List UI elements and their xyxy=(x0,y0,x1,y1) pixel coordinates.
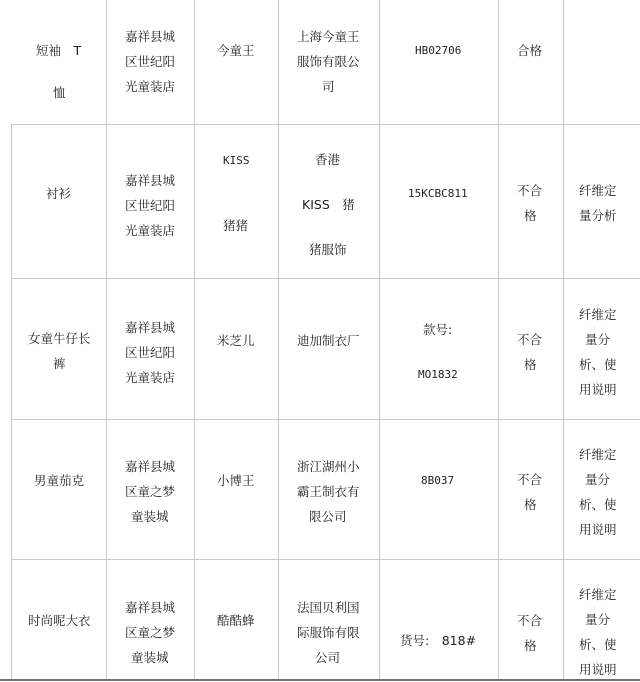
cell-maker-text: 际服饰有限 xyxy=(297,625,360,640)
grid-line xyxy=(11,278,640,279)
cell-item-text: 用说明 xyxy=(579,662,617,677)
cell-maker-text: 法国贝利国 xyxy=(297,600,360,615)
cell-product-text: 时尚呢大衣 xyxy=(28,613,91,628)
grid-line xyxy=(11,124,640,125)
cell-item-text: 析、使 xyxy=(579,357,617,372)
cell-item-text: 量分析 xyxy=(579,208,617,223)
cell-brand-text: 酷酷蜂 xyxy=(217,613,255,628)
cell-item-text: 用说明 xyxy=(579,382,617,397)
cell-model-text: MO1832 xyxy=(418,368,458,381)
cell-store-text: 童装城 xyxy=(131,650,169,665)
cell-product-text: 恤 xyxy=(53,85,66,100)
cell-item-text: 纤维定 xyxy=(579,307,617,322)
cell-item-text: 纤维定 xyxy=(579,183,617,198)
cell-product-text: 衬衫 xyxy=(46,186,72,201)
cell-item-text: 用说明 xyxy=(579,522,617,537)
grid-line xyxy=(379,0,380,681)
cell-model-text: 8B037 xyxy=(421,474,455,487)
cell-product-text: 裤 xyxy=(53,356,66,371)
cell-item-text: 量分 xyxy=(585,612,611,627)
cell-model-text: HB02706 xyxy=(415,44,462,57)
cell-maker-text: 浙江湖州小 xyxy=(297,459,360,474)
cell-model-text: 15KCBC811 xyxy=(408,187,468,200)
cell-maker-text: 迪加制衣厂 xyxy=(297,333,360,348)
cell-result-text: 格 xyxy=(524,357,537,372)
cell-store-text: 光童装店 xyxy=(125,370,176,385)
cell-brand-text: 今童王 xyxy=(217,43,255,58)
cell-model-text: 款号: xyxy=(423,322,453,337)
cell-store-text: 区世纪阳 xyxy=(125,54,176,69)
cell-maker-text: 猪服饰 xyxy=(309,242,347,257)
cell-brand-text: KISS xyxy=(223,154,250,167)
cell-item-text: 纤维定 xyxy=(579,447,617,462)
cell-item-text: 量分 xyxy=(585,472,611,487)
grid-line xyxy=(278,0,279,681)
grid-line xyxy=(106,0,107,681)
cell-store-text: 嘉祥县城 xyxy=(125,29,176,44)
cell-store-text: 区世纪阳 xyxy=(125,345,176,360)
cell-store-text: 区世纪阳 xyxy=(125,198,176,213)
cell-maker-text: 限公司 xyxy=(309,509,347,524)
cell-item-text: 纤维定 xyxy=(579,587,617,602)
cell-result-text: 格 xyxy=(524,208,537,223)
cell-product-text: 女童牛仔长 xyxy=(28,331,91,346)
grid-line xyxy=(563,0,564,681)
cell-store-text: 嘉祥县城 xyxy=(125,173,176,188)
cell-store-text: 区童之梦 xyxy=(125,484,176,499)
grid-line xyxy=(11,559,640,560)
grid-line xyxy=(498,0,499,681)
cell-store-text: 嘉祥县城 xyxy=(125,320,176,335)
cell-model-text: 货号: 818# xyxy=(400,633,477,648)
cell-brand-text: 猪猪 xyxy=(223,218,249,233)
cell-result-text: 不合 xyxy=(517,472,543,487)
cell-maker-text: 上海今童王 xyxy=(297,29,360,44)
cell-result-text: 格 xyxy=(524,638,537,653)
cell-maker-text: KISS 猪 xyxy=(302,197,355,212)
grid-line xyxy=(11,419,640,420)
cell-result-text: 合格 xyxy=(517,43,543,58)
cell-result-text: 不合 xyxy=(517,613,543,628)
cell-store-text: 嘉祥县城 xyxy=(125,600,176,615)
cell-result-text: 不合 xyxy=(517,183,543,198)
cell-store-text: 区童之梦 xyxy=(125,625,176,640)
grid-line xyxy=(11,124,12,681)
cell-maker-text: 司 xyxy=(322,79,335,94)
cell-item-text: 量分 xyxy=(585,332,611,347)
cell-store-text: 光童装店 xyxy=(125,223,176,238)
cell-result-text: 格 xyxy=(524,497,537,512)
cell-brand-text: 米芝儿 xyxy=(217,333,255,348)
cell-product-text: 短袖 T xyxy=(36,43,82,58)
cell-store-text: 光童装店 xyxy=(125,79,176,94)
cell-maker-text: 香港 xyxy=(315,152,341,167)
cell-brand-text: 小博王 xyxy=(217,473,255,488)
cell-product-text: 男童茄克 xyxy=(34,473,85,488)
cell-store-text: 嘉祥县城 xyxy=(125,459,176,474)
cell-maker-text: 服饰有限公 xyxy=(297,54,360,69)
cell-result-text: 不合 xyxy=(517,332,543,347)
cell-item-text: 析、使 xyxy=(579,497,617,512)
cell-maker-text: 公司 xyxy=(315,650,341,665)
cell-maker-text: 霸王制衣有 xyxy=(297,484,360,499)
cell-item-text: 析、使 xyxy=(579,637,617,652)
grid-line xyxy=(194,0,195,681)
cell-store-text: 童装城 xyxy=(131,509,169,524)
